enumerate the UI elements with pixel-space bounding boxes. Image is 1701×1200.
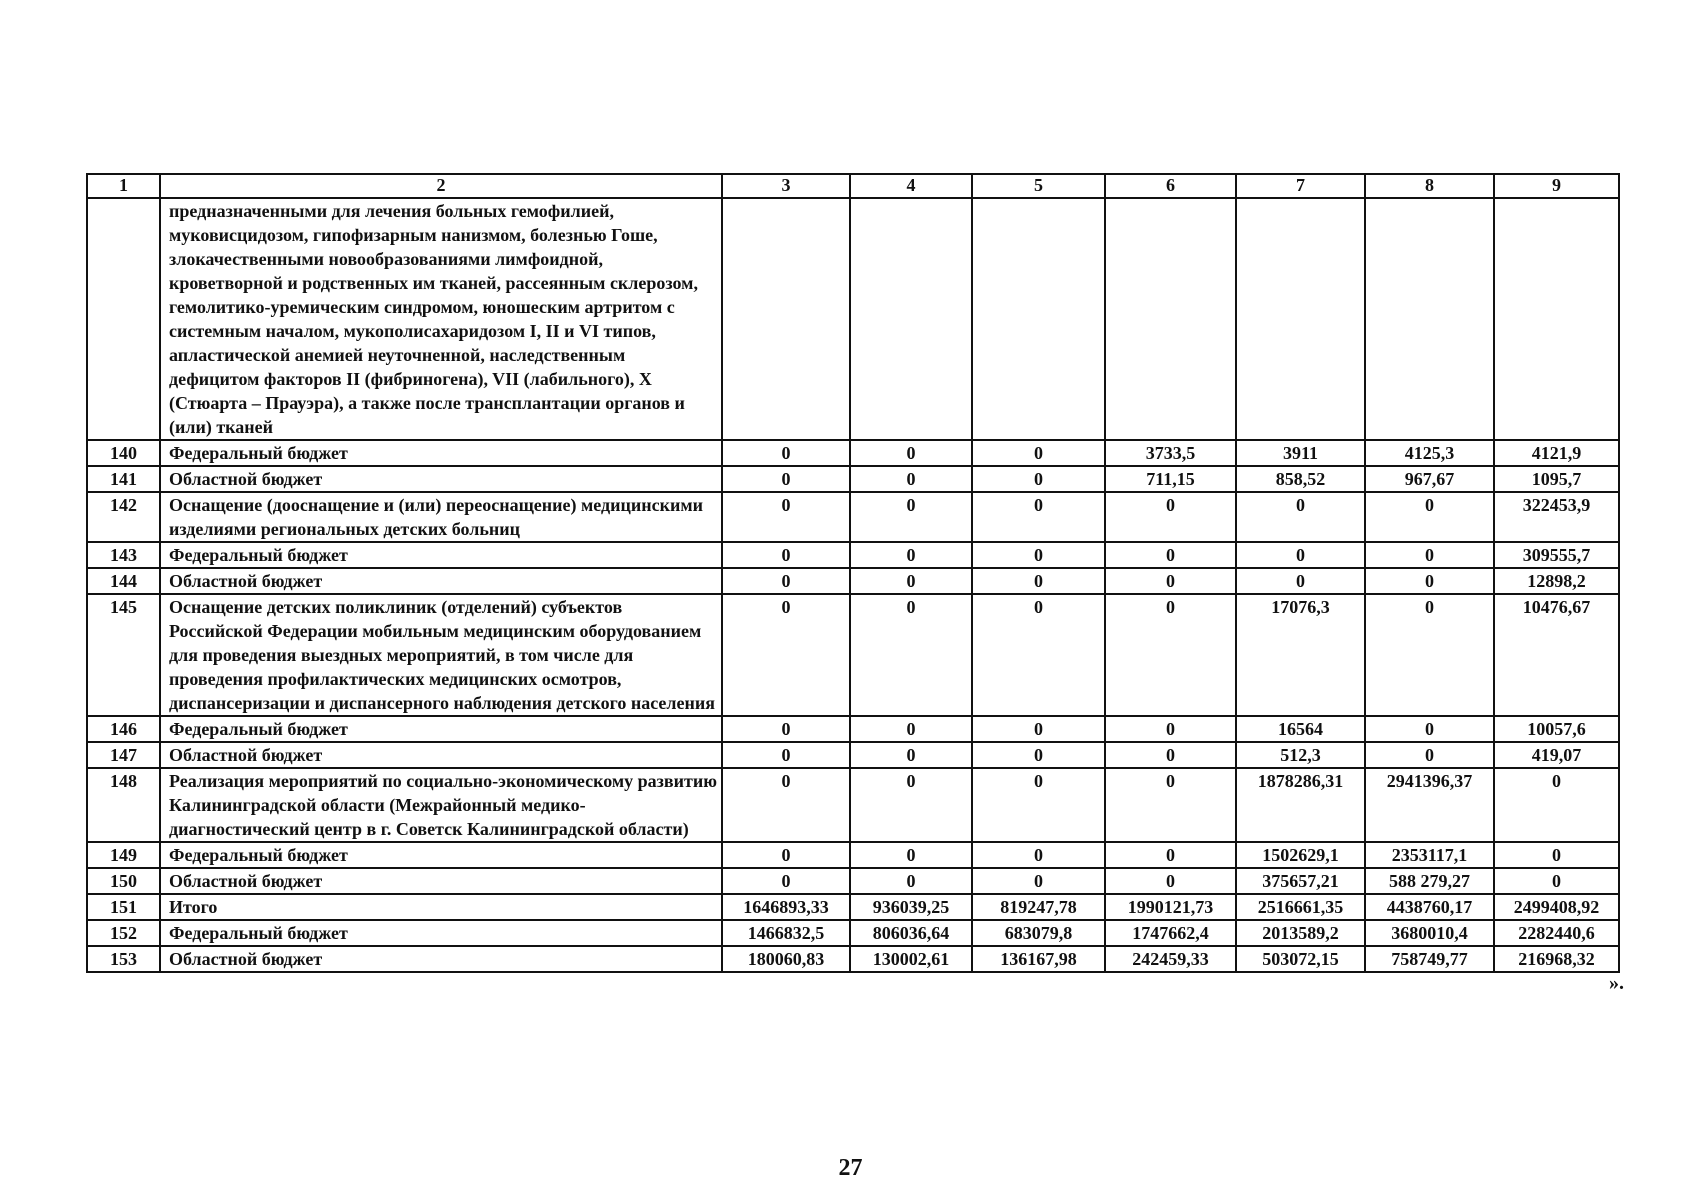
- description-cell: Федеральный бюджет: [160, 920, 722, 946]
- table-row: [87, 466, 1619, 492]
- value-cell: 3733,5: [1105, 440, 1236, 466]
- value-cell: 0: [1105, 768, 1236, 842]
- column-header: 9: [1494, 174, 1619, 198]
- row-number-cell: 152: [87, 920, 160, 946]
- table-row: [87, 868, 1619, 894]
- value-cell: 0: [972, 768, 1105, 842]
- value-cell: 1646893,33: [722, 894, 850, 920]
- row-number-cell: 149: [87, 842, 160, 868]
- value-cell: 0: [722, 842, 850, 868]
- value-cell: 0: [972, 466, 1105, 492]
- value-cell: 1466832,5: [722, 920, 850, 946]
- column-header: 2: [160, 174, 722, 198]
- row-number-cell: 145: [87, 594, 160, 716]
- value-cell: 2353117,1: [1365, 842, 1494, 868]
- value-cell: 0: [972, 868, 1105, 894]
- table-row: [87, 542, 1619, 568]
- value-cell: 0: [1365, 716, 1494, 742]
- table-row: [87, 716, 1619, 742]
- value-cell: 0: [1105, 842, 1236, 868]
- value-cell: 16564: [1236, 716, 1365, 742]
- value-cell: [1105, 198, 1236, 440]
- description-cell: Оснащение детских поликлиник (отделений) субъектов Российской Федерации мобильным медицинским оборудованием для проведения выездных мероприятий, в том числе для проведения профилактических медицинских осмотров, диспансеризации и диспансерного наблюдения детского населения: [160, 594, 722, 716]
- column-header: 8: [1365, 174, 1494, 198]
- value-cell: 0: [722, 568, 850, 594]
- value-cell: 683079,8: [972, 920, 1105, 946]
- value-cell: 0: [722, 594, 850, 716]
- value-cell: [722, 198, 850, 440]
- row-number-cell: 146: [87, 716, 160, 742]
- value-cell: 130002,61: [850, 946, 972, 972]
- value-cell: [1236, 198, 1365, 440]
- value-cell: 0: [1105, 742, 1236, 768]
- value-cell: 0: [1494, 842, 1619, 868]
- value-cell: 0: [1236, 492, 1365, 542]
- value-cell: 0: [972, 594, 1105, 716]
- table-row: [87, 842, 1619, 868]
- column-header: 3: [722, 174, 850, 198]
- value-cell: 4121,9: [1494, 440, 1619, 466]
- value-cell: 2499408,92: [1494, 894, 1619, 920]
- value-cell: 0: [1365, 594, 1494, 716]
- value-cell: 512,3: [1236, 742, 1365, 768]
- table-header-row: [87, 174, 1619, 198]
- description-cell: Оснащение (дооснащение и (или) переоснащение) медицинскими изделиями региональных детских больниц: [160, 492, 722, 542]
- description-cell: Областной бюджет: [160, 568, 722, 594]
- value-cell: 0: [722, 542, 850, 568]
- value-cell: 322453,9: [1494, 492, 1619, 542]
- value-cell: 136167,98: [972, 946, 1105, 972]
- value-cell: 0: [1105, 492, 1236, 542]
- value-cell: 216968,32: [1494, 946, 1619, 972]
- value-cell: 0: [972, 440, 1105, 466]
- value-cell: 4438760,17: [1365, 894, 1494, 920]
- page-number: 27: [838, 1155, 863, 1181]
- value-cell: 503072,15: [1236, 946, 1365, 972]
- table-row: [87, 742, 1619, 768]
- value-cell: 711,15: [1105, 466, 1236, 492]
- value-cell: 0: [850, 568, 972, 594]
- description-cell: Федеральный бюджет: [160, 716, 722, 742]
- value-cell: [1365, 198, 1494, 440]
- value-cell: 0: [722, 466, 850, 492]
- value-cell: 0: [1105, 568, 1236, 594]
- value-cell: 12898,2: [1494, 568, 1619, 594]
- value-cell: 0: [722, 440, 850, 466]
- row-number-cell: 143: [87, 542, 160, 568]
- value-cell: 242459,33: [1105, 946, 1236, 972]
- table-row: [87, 440, 1619, 466]
- value-cell: 588 279,27: [1365, 868, 1494, 894]
- value-cell: 967,67: [1365, 466, 1494, 492]
- value-cell: 0: [1365, 542, 1494, 568]
- value-cell: 0: [1105, 868, 1236, 894]
- value-cell: 1878286,31: [1236, 768, 1365, 842]
- description-cell: Итого: [160, 894, 722, 920]
- table-row: [87, 768, 1619, 842]
- value-cell: 0: [850, 594, 972, 716]
- value-cell: 10057,6: [1494, 716, 1619, 742]
- value-cell: 4125,3: [1365, 440, 1494, 466]
- value-cell: 309555,7: [1494, 542, 1619, 568]
- value-cell: [850, 198, 972, 440]
- table-row: [87, 920, 1619, 946]
- value-cell: 0: [850, 542, 972, 568]
- value-cell: 0: [850, 716, 972, 742]
- value-cell: 0: [722, 768, 850, 842]
- value-cell: 0: [972, 716, 1105, 742]
- row-number-cell: 144: [87, 568, 160, 594]
- value-cell: 0: [850, 868, 972, 894]
- value-cell: 1502629,1: [1236, 842, 1365, 868]
- table-body: [87, 198, 1619, 972]
- value-cell: 0: [1365, 492, 1494, 542]
- closing-quote-mark: ».: [1609, 972, 1624, 994]
- value-cell: 0: [722, 868, 850, 894]
- value-cell: 17076,3: [1236, 594, 1365, 716]
- description-cell: Областной бюджет: [160, 742, 722, 768]
- value-cell: 375657,21: [1236, 868, 1365, 894]
- description-cell: Федеральный бюджет: [160, 542, 722, 568]
- value-cell: 0: [972, 568, 1105, 594]
- value-cell: 0: [1105, 594, 1236, 716]
- value-cell: 1747662,4: [1105, 920, 1236, 946]
- description-cell: Федеральный бюджет: [160, 842, 722, 868]
- value-cell: 3680010,4: [1365, 920, 1494, 946]
- value-cell: 1990121,73: [1105, 894, 1236, 920]
- column-header: 7: [1236, 174, 1365, 198]
- value-cell: 2282440,6: [1494, 920, 1619, 946]
- value-cell: 2516661,35: [1236, 894, 1365, 920]
- description-cell: предназначенными для лечения больных гемофилией, муковисцидозом, гипофизарным нанизмом, болезнью Гоше, злокачественными новообразованиями лимфоидной, кроветворной и родственных им тканей, рассеянным склерозом, гемолитико-уремическим синдромом, юношеским артритом с системным началом, мукополисахаридозом I, II и VI типов, апластической анемией неуточненной, наследственным дефицитом факторов II (фибриногена), VII (лабильного), X (Стюарта – Прауэра), а также после трансплантации органов и (или) тканей: [160, 198, 722, 440]
- value-cell: 0: [850, 466, 972, 492]
- value-cell: 0: [972, 742, 1105, 768]
- value-cell: 819247,78: [972, 894, 1105, 920]
- value-cell: 0: [850, 492, 972, 542]
- value-cell: 0: [1365, 568, 1494, 594]
- value-cell: 0: [972, 542, 1105, 568]
- value-cell: 0: [722, 716, 850, 742]
- row-number-cell: 153: [87, 946, 160, 972]
- row-number-cell: 150: [87, 868, 160, 894]
- row-number-cell: 151: [87, 894, 160, 920]
- description-cell: Областной бюджет: [160, 946, 722, 972]
- value-cell: 0: [1236, 542, 1365, 568]
- value-cell: 1095,7: [1494, 466, 1619, 492]
- column-header: 1: [87, 174, 160, 198]
- row-number-cell: 148: [87, 768, 160, 842]
- column-header: 5: [972, 174, 1105, 198]
- value-cell: 0: [972, 842, 1105, 868]
- value-cell: 0: [972, 492, 1105, 542]
- value-cell: 0: [722, 492, 850, 542]
- value-cell: 0: [850, 768, 972, 842]
- table-row: [87, 946, 1619, 972]
- row-number-cell: 142: [87, 492, 160, 542]
- budget-table: [86, 173, 1620, 973]
- value-cell: 0: [850, 842, 972, 868]
- description-cell: Областной бюджет: [160, 466, 722, 492]
- table-row: [87, 492, 1619, 542]
- table-row: [87, 568, 1619, 594]
- value-cell: 858,52: [1236, 466, 1365, 492]
- description-cell: Областной бюджет: [160, 868, 722, 894]
- row-number-cell: 147: [87, 742, 160, 768]
- row-number-cell: 140: [87, 440, 160, 466]
- column-header: 4: [850, 174, 972, 198]
- value-cell: 180060,83: [722, 946, 850, 972]
- value-cell: 758749,77: [1365, 946, 1494, 972]
- description-cell: Реализация мероприятий по социально-экономическому развитию Калининградской области (Межрайонный медико-диагностический центр в г. Советск Калининградской области): [160, 768, 722, 842]
- table-row: [87, 594, 1619, 716]
- row-number-cell: 141: [87, 466, 160, 492]
- row-number-cell: [87, 198, 160, 440]
- column-header: 6: [1105, 174, 1236, 198]
- value-cell: 0: [1105, 716, 1236, 742]
- value-cell: 0: [1494, 868, 1619, 894]
- value-cell: 0: [1236, 568, 1365, 594]
- value-cell: 0: [1365, 742, 1494, 768]
- value-cell: 0: [850, 440, 972, 466]
- value-cell: 3911: [1236, 440, 1365, 466]
- value-cell: [1494, 198, 1619, 440]
- table-row: [87, 894, 1619, 920]
- value-cell: 419,07: [1494, 742, 1619, 768]
- description-cell: Федеральный бюджет: [160, 440, 722, 466]
- value-cell: 0: [850, 742, 972, 768]
- value-cell: 936039,25: [850, 894, 972, 920]
- value-cell: 10476,67: [1494, 594, 1619, 716]
- value-cell: 2941396,37: [1365, 768, 1494, 842]
- value-cell: 0: [722, 742, 850, 768]
- value-cell: 2013589,2: [1236, 920, 1365, 946]
- value-cell: [972, 198, 1105, 440]
- value-cell: 0: [1105, 542, 1236, 568]
- value-cell: 806036,64: [850, 920, 972, 946]
- table-row: [87, 198, 1619, 440]
- value-cell: 0: [1494, 768, 1619, 842]
